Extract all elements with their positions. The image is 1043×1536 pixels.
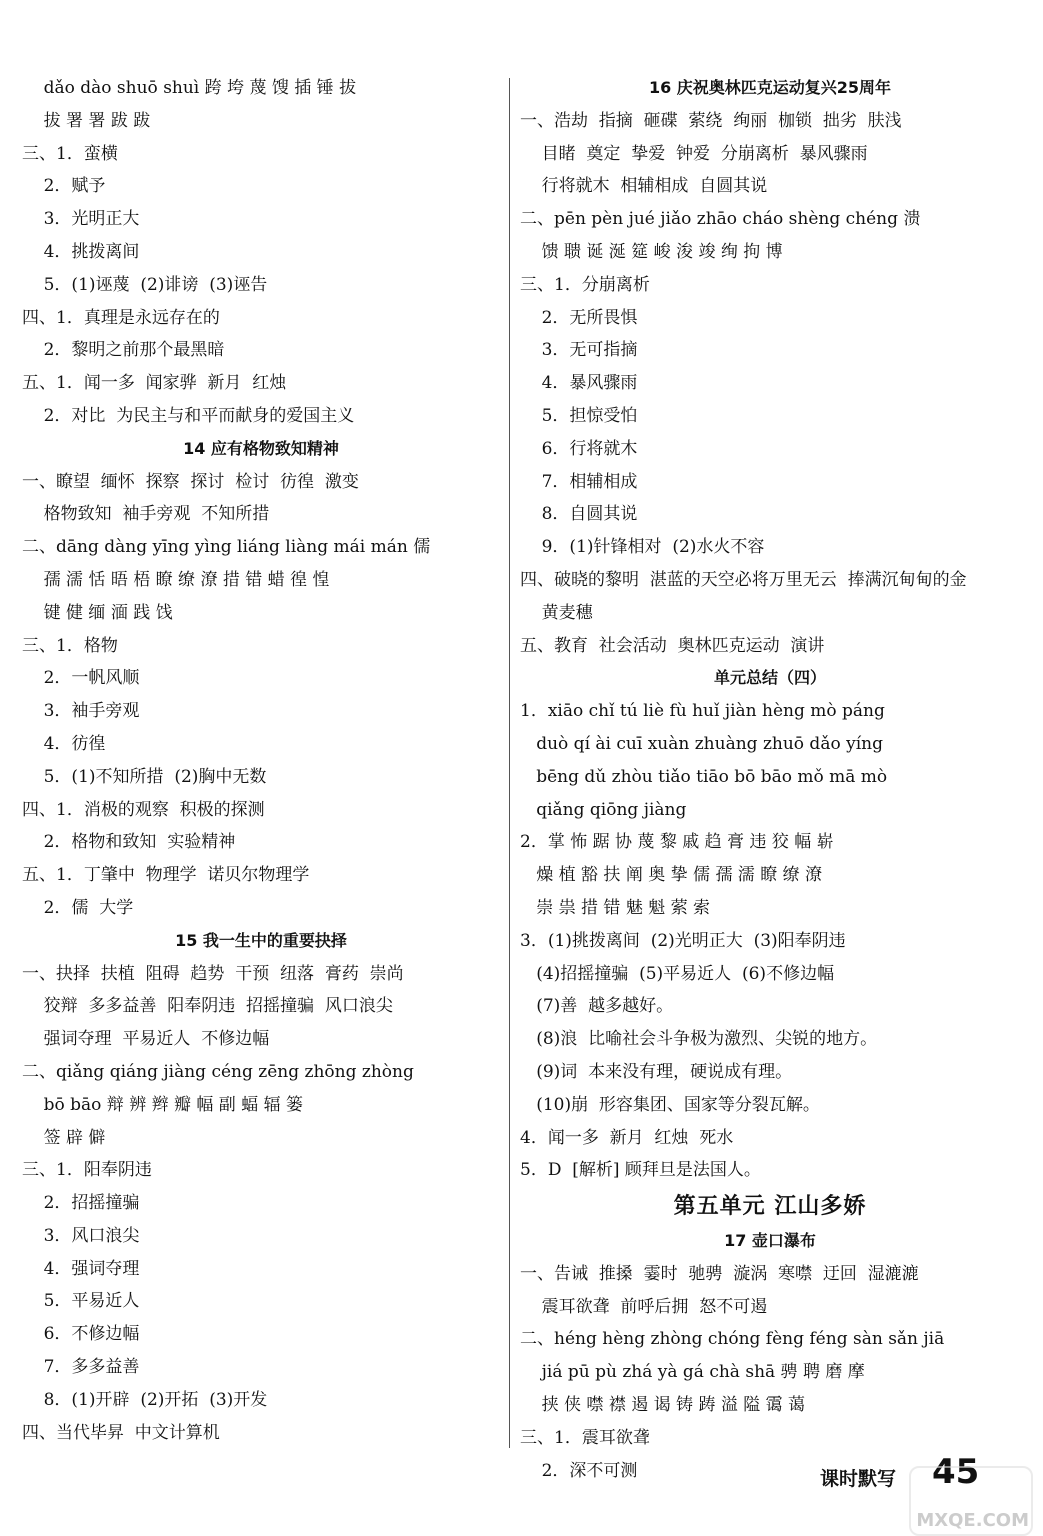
answer-line: 5．平易近人 (22, 1291, 140, 1312)
answer-line: 四、破晓的黎明 湛蓝的天空必将万里无云 捧满沉甸甸的金 (520, 569, 967, 590)
answer-line: duò qí ài cuī xuàn zhuàng zhuō dǎo yíng (520, 733, 883, 754)
answer-line: 4．强词夺理 (22, 1258, 140, 1279)
answer-line: 三、1．格物 (22, 635, 118, 656)
answer-line: 强词夺理 平易近人 不修边幅 (22, 1029, 270, 1050)
section-title: 单元总结（四） (713, 668, 826, 688)
answer-line: 6．不修边幅 (22, 1324, 140, 1345)
section-title: 15 我一生中的重要抉择 (175, 930, 347, 950)
section-title: 17 壶口瀑布 (724, 1231, 816, 1251)
answer-line: 3．无可指摘 (520, 340, 638, 361)
answer-line: 3．光明正大 (22, 209, 140, 230)
section-title: 14 应有格物致知精神 (183, 438, 339, 458)
answer-line: (9)词 本来没有理，硬说成有理。 (520, 1061, 793, 1082)
answer-line: 四、1．消极的观察 积极的探测 (22, 799, 265, 820)
answer-line: 5．D [解析] 顾拜旦是法国人。 (520, 1160, 761, 1181)
watermark-text: MXQE.COM (916, 1510, 1029, 1531)
right-column (520, 72, 1020, 1487)
answer-line: 一、瞭望 缅怀 探察 探讨 检讨 彷徨 激变 (22, 471, 359, 492)
answer-line: 五、1．丁肇中 物理学 诺贝尔物理学 (22, 865, 310, 886)
answer-line: 2．招摇撞骗 (22, 1193, 140, 1214)
answer-line: 燥 植 豁 扶 阐 奥 挚 儒 孺 濡 瞭 缭 潦 (520, 865, 823, 886)
answer-line: bō bāo 辩 辨 辫 瓣 幅 副 蝠 辐 篓 (22, 1094, 304, 1115)
answer-line: 5．(1)不知所措 (2)胸中无数 (22, 766, 267, 787)
answer-line: 震耳欲聋 前呼后拥 怒不可遏 (520, 1296, 768, 1317)
answer-line: 一、抉择 扶植 阻碍 趋势 干预 纽落 膏药 崇尚 (22, 963, 404, 984)
answer-line: 2．无所畏惧 (520, 307, 638, 328)
answer-line: 目睹 奠定 挚爱 钟爱 分崩离析 暴风骤雨 (520, 143, 868, 164)
answer-line: 三、1．分崩离析 (520, 274, 650, 295)
answer-line: 5．(1)诬蔑 (2)诽谤 (3)诬告 (22, 274, 268, 295)
page-number: 45 (932, 1452, 980, 1492)
answer-line: 4．彷徨 (22, 733, 106, 754)
answer-line: 一、浩劫 指摘 砸碟 萦绕 绚丽 枷锁 拙劣 肤浅 (520, 110, 902, 131)
answer-line: bēng dǔ zhòu tiǎo tiāo bō bāo mǒ mā mò (520, 766, 888, 787)
answer-line: 4．闻一多 新月 红烛 死水 (520, 1127, 734, 1148)
answer-line: 5．担惊受怕 (520, 405, 638, 426)
answer-line: 挟 侠 噤 襟 遏 谒 铸 踌 溢 隘 霭 蔼 (520, 1395, 806, 1416)
answer-line: 孺 濡 恬 晤 梧 瞭 缭 潦 措 错 蜡 徨 惶 (22, 569, 330, 590)
answer-line: 五、1．闻一多 闻家骅 新月 红烛 (22, 373, 287, 394)
answer-line: (8)浪 比喻社会斗争极为激烈、尖锐的地方。 (520, 1029, 878, 1050)
answer-line: dǎo dào shuō shuì 跨 垮 蔑 馊 插 锤 拔 (22, 78, 357, 98)
answer-line: 2．赋予 (22, 176, 106, 197)
answer-line: 2．深不可测 (520, 1460, 638, 1481)
answer-line: 三、1．震耳欲聋 (520, 1427, 650, 1448)
answer-line: 格物致知 袖手旁观 不知所措 (22, 504, 270, 525)
answer-line: 4．挑拨离间 (22, 241, 140, 262)
answer-line: 7．多多益善 (22, 1357, 140, 1378)
answer-line: 黄麦穗 (520, 602, 593, 623)
answer-line: 键 健 缅 湎 践 饯 (22, 602, 173, 623)
answer-line: 2．格物和致知 实验精神 (22, 832, 236, 853)
answer-line: 2．黎明之前那个最黑暗 (22, 340, 225, 361)
answer-line: qiǎng qiōng jiàng (520, 799, 687, 820)
answer-line: 崇 祟 措 错 魅 魁 萦 索 (520, 897, 711, 918)
answer-line: jiá pū pù zhá yà gá chà shā 骋 聘 磨 摩 (520, 1362, 865, 1383)
answer-line: 2．掌 怖 踞 协 蔑 黎 戚 趋 膏 违 狡 幅 崭 (520, 832, 834, 853)
answer-line: 三、1．蛮横 (22, 143, 118, 164)
answer-line: 二、dāng dàng yīng yìng liáng liàng mái mán 儒 (22, 537, 431, 558)
answer-line: 3．(1)挑拨离间 (2)光明正大 (3)阳奉阴违 (520, 930, 846, 951)
answer-line: 2．儒 大学 (22, 897, 134, 918)
answer-line: 8．自圆其说 (520, 504, 638, 525)
answer-line: 8．(1)开辟 (2)开拓 (3)开发 (22, 1389, 268, 1410)
answer-line: 三、1．阳奉阴违 (22, 1160, 152, 1181)
column-divider (509, 78, 510, 1448)
answer-line: 3．风口浪尖 (22, 1225, 140, 1246)
answer-line: 四、当代毕昇 中文计算机 (22, 1422, 220, 1443)
answer-line: (7)善 越多越好。 (520, 996, 674, 1017)
answer-line: 4．暴风骤雨 (520, 373, 638, 394)
unit-title: 第五单元 江山多娇 (673, 1193, 867, 1220)
answer-line: 二、pēn pèn jué jiǎo zhāo cháo shèng chéng 溃 (520, 209, 921, 230)
answer-line: 1．xiāo chǐ tú liè fù huǐ jiàn hèng mò páng (520, 701, 885, 722)
answer-line: 签 辟 僻 (22, 1127, 106, 1148)
answer-line: 拔 署 署 跋 跋 (22, 110, 151, 131)
answer-line: 二、héng hèng zhòng chóng fèng féng sàn sǎn jiā (520, 1329, 945, 1350)
answer-line: 9．(1)针锋相对 (2)水火不容 (520, 537, 765, 558)
answer-line: 馈 聩 诞 涎 筵 峻 浚 竣 绚 拘 博 (520, 241, 783, 262)
answer-line: 6．行将就木 (520, 438, 638, 459)
answer-line: 狡辩 多多益善 阳奉阴违 招摇撞骗 风口浪尖 (22, 996, 393, 1017)
answer-line: 一、告诫 推搡 霎时 驰骋 漩涡 寒噤 迂回 湿漉漉 (520, 1263, 919, 1284)
answer-line: 行将就木 相辅相成 自圆其说 (520, 176, 768, 197)
answer-line: 四、1．真理是永远存在的 (22, 307, 220, 328)
footer-label: 课时默写 (820, 1468, 897, 1490)
answer-line: 二、qiǎng qiáng jiàng céng zēng zhōng zhòng (22, 1061, 414, 1082)
left-column (22, 72, 500, 1449)
answer-line: 7．相辅相成 (520, 471, 638, 492)
answer-line: 2．一帆风顺 (22, 668, 140, 689)
answer-line: 2．对比 为民主与和平而献身的爱国主义 (22, 405, 355, 426)
answer-line: 五、教育 社会活动 奥林匹克运动 演讲 (520, 635, 825, 656)
answer-line: (10)崩 形容集团、国家等分裂瓦解。 (520, 1094, 820, 1115)
answer-line: 3．袖手旁观 (22, 701, 140, 722)
section-title: 16 庆祝奥林匹克运动复兴25周年 (648, 78, 892, 97)
answer-line: (4)招摇撞骗 (5)平易近人 (6)不修边幅 (520, 963, 835, 984)
